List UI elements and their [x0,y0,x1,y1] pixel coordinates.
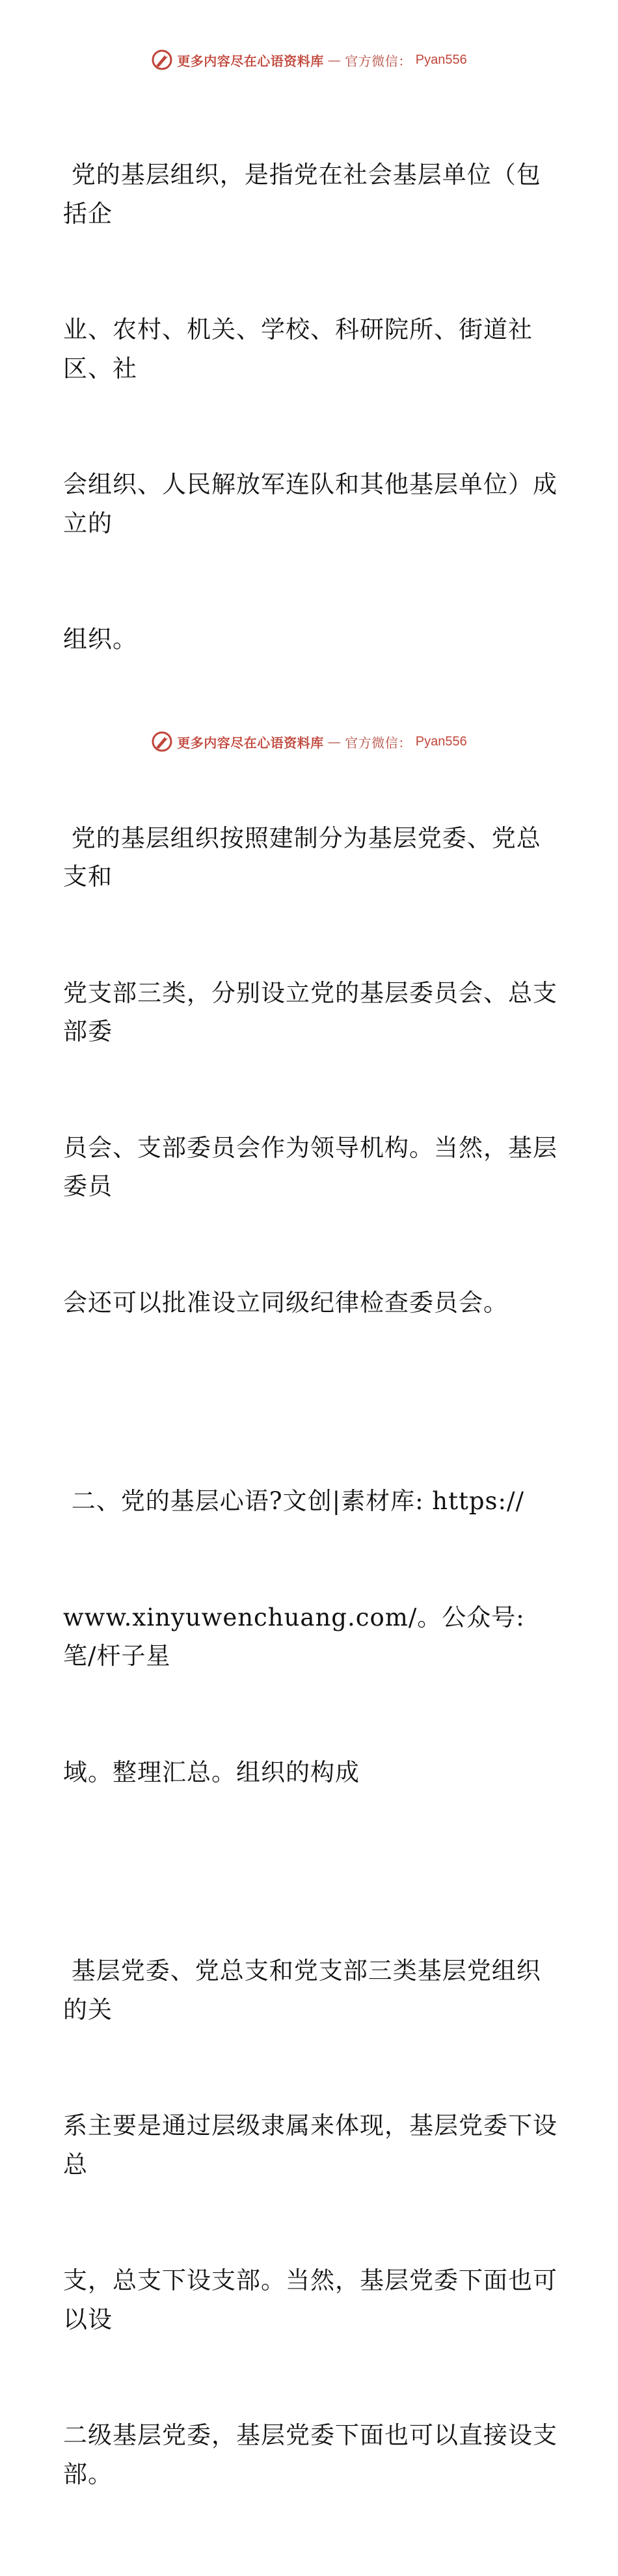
paragraph-4 [63,1874,558,2571]
footer-banner-title: 更多内容尽在心语资料库 [177,734,324,751]
text-line: 支，总支下设支部。当然，基层党委下面也可以设 [63,2266,558,2333]
text-line: 系主要是通过层级隶属来体现，基层党委下设总 [63,2112,558,2179]
header-banner-title: 更多内容尽在心语资料库 [177,53,324,69]
text-line: 会组织、人民解放军连队和其他基层单位）成立的 [63,470,558,537]
text-line: 域。整理汇总。组织的构成 [63,1758,360,1786]
text-line: 党的基层组织，是指党在社会基层单位（包括企 [63,161,541,228]
footer-banner [0,729,618,755]
paragraph-1 [63,78,558,736]
pen-logo-icon [151,49,173,71]
document-body [63,78,558,2576]
text-line: 党支部三类，分别设立党的基层委员会、总支部委 [63,978,558,1045]
text-line: 业、农村、机关、学校、科研院所、街道社区、社 [63,315,533,382]
pen-logo-icon [151,731,173,753]
header-banner-wechat-id: Pyan556 [415,52,467,67]
footer-banner-wechat-id: Pyan556 [415,734,467,749]
header-banner [0,47,618,73]
header-banner-separator: — [327,52,342,68]
paragraph-2 [63,742,558,1400]
text-line: 党的基层组织按照建制分为基层党委、党总支和 [63,824,541,891]
text-line: 员会、支部委员会作为领导机构。当然，基层委员 [63,1133,558,1200]
text-line: 二级基层党委，基层党委下面也可以直接设支部。 [63,2421,558,2488]
footer-banner-wechat-label: 官方微信： [345,734,412,751]
text-line: 组织。 [63,625,137,653]
text-line: 二、党的基层心语?文创|素材库: https:// [63,1487,524,1515]
text-line: www.xinyuwenchuang.com/。公众号: 笔/杆子星 [63,1603,533,1670]
header-banner-wechat-label: 官方微信： [345,53,412,69]
text-line: 基层党委、党总支和党支部三类基层党组织的关 [63,1957,541,2024]
footer-banner-separator: — [327,734,342,749]
paragraph-3 [63,1404,558,1869]
text-line: 会还可以批准设立同级纪律检查委员会。 [63,1288,508,1317]
